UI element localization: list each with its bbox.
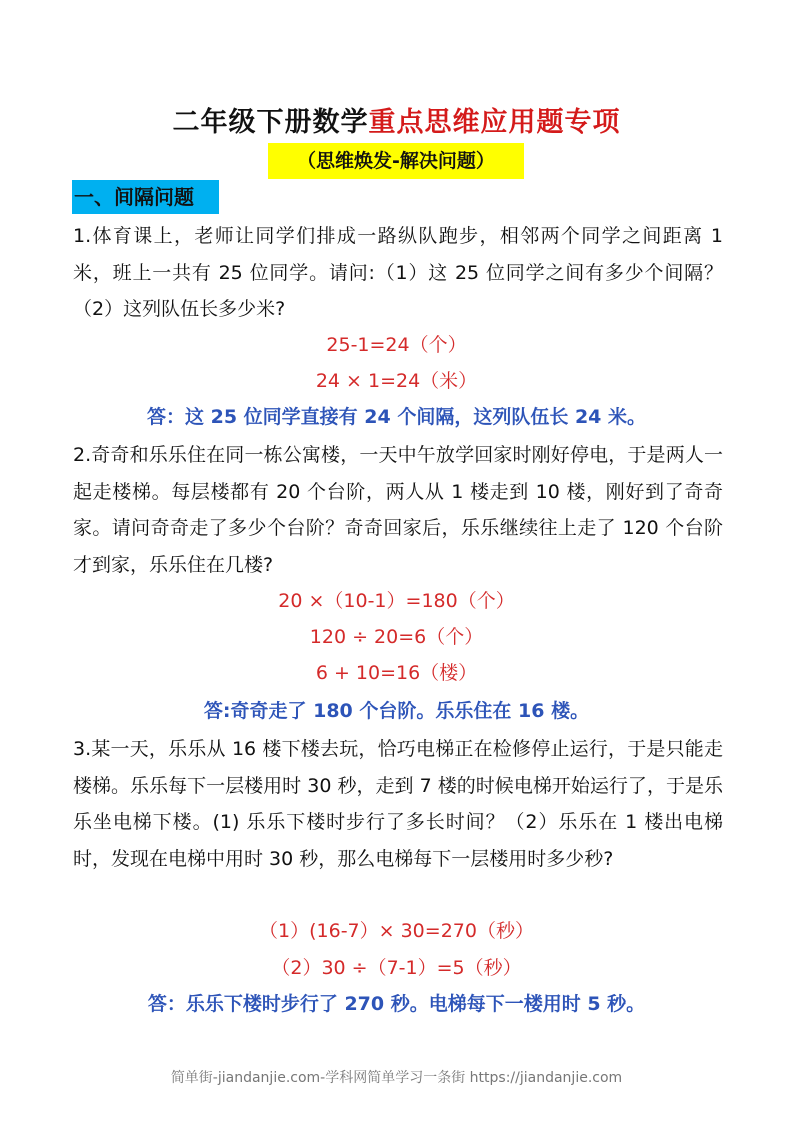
title-black: 二年级下册数学 <box>172 107 369 138</box>
problem-2-calc-2: 120 ÷ 20=6（个） <box>309 626 484 648</box>
problem-1-calc-1: 25-1=24（个） <box>326 334 467 356</box>
problem-2-calc-1: 20 ×（10-1）=180（个） <box>278 590 515 612</box>
problem-1-question: 1.体育课上，老师让同学们排成一路纵队跑步，相邻两个同学之间距离 1 米，班上一共有 25 位同学。请问:（1）这 25 位同学之间有多少个间隔？（2）这列队伍长多少米? <box>73 225 723 320</box>
section-heading: 一、间隔问题 <box>72 180 219 214</box>
problem-1-answer: 答：这 25 位同学直接有 24 个间隔，这列队伍长 24 米。 <box>146 406 646 428</box>
footer-link[interactable]: 简单街-jiandanjie.com-学科网简单学习一条街 https://jiandanjie.com <box>170 1070 623 1086</box>
problem-3-question: 3.某一天，乐乐从 16 楼下楼去玩，恰巧电梯正在检修停止运行，于是只能走楼梯。乐乐每下一层楼用时 30 秒，走到 7 楼的时候电梯开始运行了，于是乐乐坐电梯下楼。(1) 乐乐下楼时步行了多长时间？（2）乐乐在 1 楼出电梯时，发现在电梯中用时 30 秒，那么电梯每下一层楼用时多少秒? <box>73 738 723 870</box>
problem-2-answer: 答:奇奇走了 180 个台阶。乐乐住在 16 楼。 <box>203 700 590 722</box>
problem-1-calc-2: 24 × 1=24（米） <box>315 370 478 392</box>
problem-3-calc-2: （2）30 ÷（7-1）=5（秒） <box>271 957 522 979</box>
page-title <box>0 100 793 139</box>
problem-2-calc-3: 6 + 10=16（楼） <box>315 662 478 684</box>
subtitle-highlight: （思维焕发-解决问题） <box>268 143 524 179</box>
problem-3-answer: 答：乐乐下楼时步行了 270 秒。电梯每下一楼用时 5 秒。 <box>147 993 646 1015</box>
title-red: 重点思维应用题专项 <box>368 107 621 138</box>
problem-2-question: 2.奇奇和乐乐住在同一栋公寓楼，一天中午放学回家时刚好停电，于是两人一起走楼梯。每层楼都有 20 个台阶，两人从 1 楼走到 10 楼，刚好到了奇奇家。请问奇奇走了多少个台阶？奇奇回家后，乐乐继续往上走了 120 个台阶才到家，乐乐住在几楼? <box>73 444 723 576</box>
problem-3-calc-1: （1）(16-7）× 30=270（秒） <box>259 920 534 942</box>
